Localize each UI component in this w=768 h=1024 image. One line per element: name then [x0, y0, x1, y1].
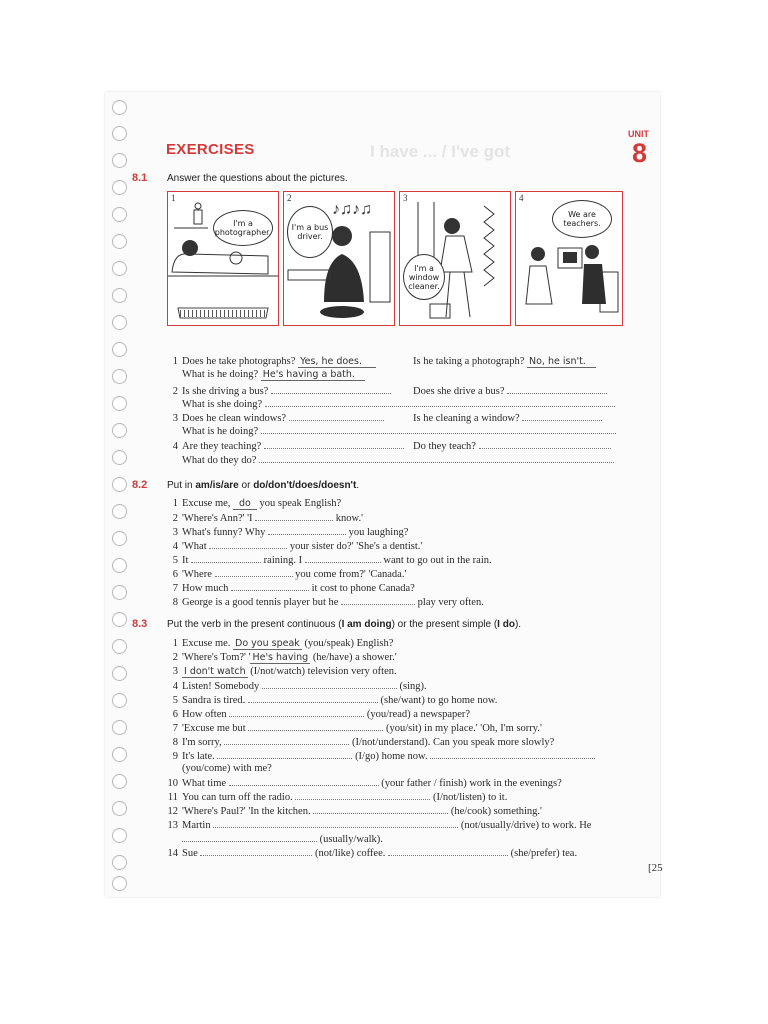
exercise-item: 5 It raining. I want to go out in the rain. [172, 555, 492, 566]
answer-blank[interactable] [262, 680, 397, 689]
binder-hole [112, 639, 127, 654]
exercise-item: 13 Martin (not/usually/drive) to work. He [167, 820, 592, 831]
question-line: What do they do? [182, 454, 614, 466]
binder-hole [112, 720, 127, 735]
binder-hole [112, 774, 127, 789]
answer-blank[interactable] [507, 385, 607, 394]
exercise-item: 3 I don't watch (I/not/watch) television very often. [172, 666, 397, 677]
binder-hole [112, 531, 127, 546]
binder-holes [112, 96, 132, 886]
exercises-title: EXERCISES [166, 141, 255, 158]
answer-blank[interactable] [213, 819, 458, 828]
binder-hole [112, 369, 127, 384]
exercise-item: 2 'Where's Ann?' 'I know.' [172, 513, 363, 524]
answer-blank[interactable] [224, 736, 349, 745]
question-line: 3 Does he clean windows? [166, 412, 384, 424]
exercise-item: 9 It's late. (I/go) home now. [166, 750, 595, 762]
panel-number: 2 [287, 193, 292, 203]
exercise-item: 3 What's funny? Why you laughing? [172, 527, 409, 538]
question-line: Is he taking a photograph? No, he isn't. [413, 356, 596, 367]
page-number: [25 [648, 862, 663, 874]
binder-hole [112, 477, 127, 492]
answer-blank[interactable] [229, 708, 364, 717]
answer-blank[interactable] [217, 750, 352, 759]
answer-blank[interactable] [305, 554, 381, 563]
binder-hole [112, 207, 127, 222]
binder-hole [112, 693, 127, 708]
question-line: Is he cleaning a window? [413, 412, 602, 424]
question-line: Does she drive a bus? [413, 385, 607, 397]
binder-hole [112, 855, 127, 870]
exercise-item: 12 'Where's Paul?' 'In the kitchen. (he/cook) something.' [167, 806, 542, 817]
answer-blank[interactable] [261, 425, 616, 434]
binder-hole [112, 585, 127, 600]
exercise-item: 1 Excuse me. Do you speak (you/speak) English? [172, 638, 394, 649]
handwritten-answer: He's having a bath. [261, 369, 365, 381]
answer-blank[interactable] [200, 847, 312, 856]
binder-hole [112, 100, 127, 115]
answer-blank[interactable] [430, 750, 595, 759]
binder-hole [112, 558, 127, 573]
exercise-item: 8 I'm sorry, (I/not/understand). Can you speak more slowly? [172, 737, 555, 748]
binder-hole [112, 801, 127, 816]
binder-hole [112, 450, 127, 465]
binder-hole [112, 234, 127, 249]
answer-blank[interactable] [209, 540, 287, 549]
answer-blank[interactable] [388, 847, 508, 856]
binder-hole [112, 504, 127, 519]
binder-hole [112, 261, 127, 276]
picture-panel [515, 191, 623, 326]
answer-blank[interactable] [191, 554, 261, 563]
exercise-item: 2 'Where's Tom?' ' He's having (he/have) a shower.' [172, 652, 397, 663]
binder-hole [112, 612, 127, 627]
binder-hole [112, 153, 127, 168]
answer-blank[interactable] [479, 440, 611, 449]
section-number: 8.1 [132, 172, 148, 184]
exercise-item: 4 Listen! Somebody (sing). [172, 681, 427, 692]
answer-blank[interactable] [522, 412, 602, 421]
answer-blank[interactable] [265, 398, 615, 407]
binder-hole [112, 666, 127, 681]
handwritten-answer: Do you speak [235, 638, 300, 649]
speech-bubble: We are teachers. [552, 200, 612, 238]
exercise-item: 14 Sue (not/like) coffee. (she/prefer) tea. [167, 848, 578, 859]
show-through-title: I have ... / I've got [370, 142, 511, 161]
svg-text:♪♫♪♫: ♪♫♪♫ [332, 201, 372, 218]
section-instruction: Put the verb in the present continuous (I am doing) or the present simple (I do). [167, 619, 522, 630]
exercise-item: 5 Sandra is tired. (she/want) to go home now. [172, 695, 498, 706]
unit-label: UNIT [628, 129, 649, 139]
exercise-item: 1 Excuse me, do you speak English? [172, 498, 342, 509]
exercise-item: 10 What time (your father / finish) work in the evenings? [167, 778, 562, 789]
handwritten-answer: No, he isn't. [527, 356, 596, 368]
exercise-item: 11 You can turn off the radio. (I/not/listen) to it. [167, 792, 508, 803]
handwritten-answer: I don't watch [184, 666, 246, 677]
handwritten-answer: He's having [252, 652, 309, 663]
bath-mat [180, 310, 266, 317]
answer-blank[interactable] [341, 596, 415, 605]
unit-number: 8 [632, 138, 648, 168]
answer-blank[interactable] [271, 385, 391, 394]
section-instruction: Answer the questions about the pictures. [167, 173, 348, 184]
binder-hole [112, 126, 127, 141]
binder-hole [112, 396, 127, 411]
bath-illustration [168, 192, 278, 325]
binder-hole [112, 315, 127, 330]
binder-hole [112, 747, 127, 762]
binder-hole [112, 828, 127, 843]
picture-panel [283, 191, 395, 326]
exercise-item: 6 How often (you/read) a newspaper? [172, 709, 471, 720]
answer-blank[interactable] [215, 568, 293, 577]
answer-blank[interactable] [255, 512, 333, 521]
exercise-item: 6 'Where you come from?' 'Canada.' [172, 569, 407, 580]
answer-blank[interactable] [264, 440, 404, 449]
exercise-item: (you/come) with me? [182, 763, 272, 774]
section-number: 8.3 [132, 618, 148, 630]
exercise-item: 4 'What your sister do?' 'She's a dentist.' [172, 541, 423, 552]
panel-number: 1 [171, 193, 176, 203]
picture-panel [399, 191, 511, 326]
section-number: 8.2 [132, 479, 148, 491]
answer-blank[interactable] [229, 777, 379, 786]
speech-bubble: I'm a photographer. [213, 210, 273, 246]
answer-blank[interactable] [268, 526, 346, 535]
question-line: Do they teach? [413, 440, 611, 452]
binder-hole [112, 180, 127, 195]
answer-blank[interactable] [289, 412, 384, 421]
question-line: What is he doing? [182, 425, 616, 437]
question-line: 4 Are they teaching? [166, 440, 404, 452]
binder-hole [112, 423, 127, 438]
answer-blank[interactable] [295, 791, 430, 800]
binder-hole [112, 342, 127, 357]
exercise-item: 8 George is a good tennis player but he play very often. [172, 597, 484, 608]
handwritten-answer: do [233, 498, 257, 510]
binder-hole [112, 876, 127, 891]
answer-blank[interactable] [248, 722, 383, 731]
answer-blank[interactable] [248, 694, 378, 703]
exercise-item: 7 'Excuse me but (you/sit) in my place.' 'Oh, I'm sorry.' [172, 723, 542, 734]
question-line: 2 Is she driving a bus? [166, 385, 391, 397]
speech-bubble: I'm a bus driver. [287, 206, 333, 258]
picture-panel [167, 191, 279, 326]
binder-hole [112, 288, 127, 303]
speech-bubble: I'm a window cleaner. [403, 254, 445, 300]
answer-blank[interactable] [313, 805, 448, 814]
exercise-item: 7 How much it cost to phone Canada? [172, 583, 415, 594]
section-instruction: Put in am/is/are or do/don't/does/doesn't. [167, 480, 360, 491]
question-line: What is he doing? He's having a bath. [182, 369, 365, 380]
answer-blank[interactable] [231, 582, 309, 591]
question-line: What is she doing? [182, 398, 615, 410]
question-line: 1 Does he take photographs? Yes, he does. [166, 356, 376, 367]
handwritten-answer: Yes, he does. [298, 356, 376, 368]
answer-blank[interactable] [182, 833, 317, 842]
panel-number: 4 [519, 193, 524, 203]
exercise-item: (usually/walk). [182, 833, 383, 845]
answer-blank[interactable] [259, 454, 614, 463]
panel-number: 3 [403, 193, 408, 203]
